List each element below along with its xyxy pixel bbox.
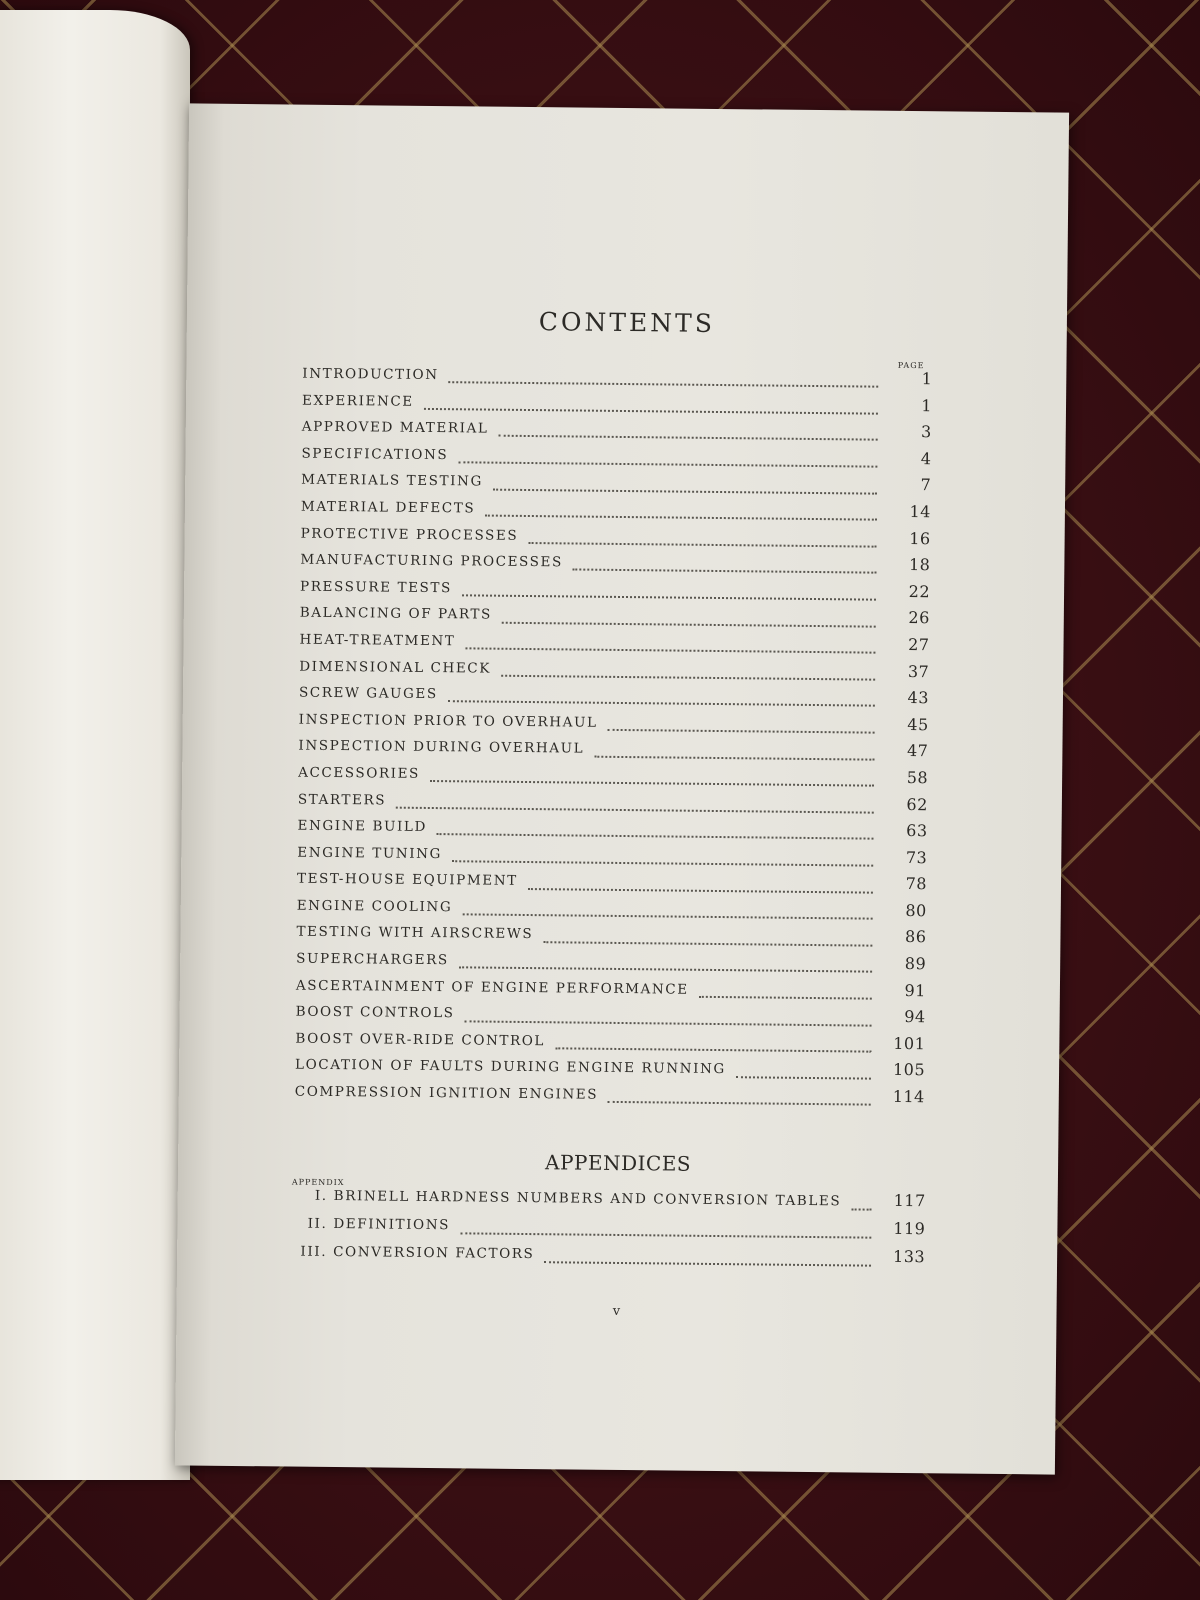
toc-entry-page: 1 (921, 395, 933, 415)
toc-entry-page: 14 (909, 501, 932, 522)
toc-entry-label: PROTECTIVE PROCESSES (300, 525, 519, 544)
toc-entry-page: 94 (904, 1007, 926, 1027)
toc-leader-dots (501, 665, 875, 681)
toc-leader-dots (608, 719, 875, 734)
toc-entry-label: SCREW GAUGES (298, 684, 438, 703)
toc-entry-label: ACCESSORIES (298, 764, 421, 782)
toc-entry-page: 3 (920, 422, 932, 442)
toc-entry-label: ASCERTAINMENT OF ENGINE PERFORMANCE (295, 977, 689, 998)
appendix-column-header: APPENDIX (291, 1177, 345, 1188)
toc-entry-page: 105 (892, 1060, 926, 1080)
toc-entry-page: 86 (905, 927, 927, 947)
page-numeral: v (612, 1303, 621, 1320)
left-page (0, 10, 190, 1480)
toc-leader-dots (528, 878, 873, 894)
contents-title: CONTENTS (538, 307, 716, 338)
toc-entry-page: 91 (904, 980, 927, 1000)
toc-leader-dots (502, 611, 876, 627)
toc-entry-page: 7 (920, 475, 932, 495)
toc-leader-dots (699, 986, 872, 1000)
toc-entry-label: LOCATION OF FAULTS DURING ENGINE RUNNING (295, 1057, 726, 1078)
appendix-entry-number: I. (314, 1187, 328, 1204)
toc-entry-page: 43 (907, 688, 930, 708)
appendix-list (287, 1185, 926, 1276)
toc-entry-page: 26 (908, 608, 930, 628)
toc-entry-label: ENGINE TUNING (297, 844, 443, 862)
toc-leader-dots (462, 584, 876, 600)
toc-entry (295, 1081, 925, 1114)
toc-leader-dots (458, 451, 877, 467)
toc-leader-dots (465, 638, 875, 654)
contents-page (175, 103, 1069, 1474)
toc-entry-page: 78 (905, 874, 928, 894)
toc-leader-dots (449, 371, 879, 387)
toc-entry-label: TEST-HOUSE EQUIPMENT (296, 870, 518, 890)
toc-leader-dots (608, 1091, 871, 1106)
toc-entry-label: MATERIAL DEFECTS (300, 498, 476, 517)
toc-entry-page: 27 (908, 634, 930, 655)
toc-list (294, 360, 933, 1114)
toc-entry-label: MATERIALS TESTING (301, 471, 483, 490)
toc-leader-dots (528, 532, 876, 548)
toc-leader-dots (464, 1010, 871, 1026)
toc-leader-dots (452, 850, 873, 866)
toc-leader-dots (459, 957, 872, 973)
toc-entry-label: APPROVED MATERIAL (301, 418, 489, 437)
toc-leader-dots (462, 904, 873, 920)
toc-leader-dots (485, 505, 877, 521)
toc-entry-label: ENGINE COOLING (296, 897, 453, 916)
page-column-header: PAGE (897, 360, 925, 371)
toc-leader-dots (396, 796, 874, 813)
toc-entry-label: SPECIFICATIONS (301, 445, 449, 463)
toc-entry-page: 73 (905, 847, 928, 867)
toc-entry-page: 18 (908, 555, 931, 575)
toc-entry-label: STARTERS (297, 791, 387, 809)
toc-entry-page: 62 (906, 794, 928, 814)
toc-entry-label: BALANCING OF PARTS (299, 604, 492, 623)
toc-entry-label: BOOST OVER-RIDE CONTROL (295, 1030, 546, 1050)
toc-entry-label: COMPRESSION IGNITION ENGINES (294, 1083, 599, 1103)
toc-entry-page: 58 (906, 767, 929, 788)
toc-entry-page: 16 (909, 528, 931, 548)
toc-leader-dots (493, 478, 877, 494)
toc-entry-label: INSPECTION DURING OVERHAUL (298, 737, 585, 757)
page-content (175, 103, 1069, 1474)
toc-entry-page: 89 (904, 954, 927, 974)
toc-entry-page: 22 (908, 581, 931, 601)
toc-leader-dots (543, 931, 872, 946)
toc-leader-dots (498, 425, 877, 441)
toc-entry-label: INTRODUCTION (302, 365, 439, 384)
toc-entry-label: MANUFACTURING PROCESSES (300, 551, 563, 571)
appendix-entry-page: 117 (893, 1190, 926, 1211)
appendix-entry-label: BRINELL HARDNESS NUMBERS AND CONVERSION TABLES (333, 1188, 842, 1210)
appendix-entry (287, 1241, 925, 1276)
toc-entry-page: 80 (905, 900, 927, 921)
toc-entry-label: TESTING WITH AIRSCREWS (296, 924, 534, 943)
appendix-entry-page: 133 (892, 1246, 926, 1267)
toc-leader-dots (448, 691, 875, 707)
toc-leader-dots (437, 823, 874, 840)
toc-leader-dots (736, 1066, 871, 1079)
toc-leader-dots (555, 1037, 871, 1052)
toc-entry-page: 101 (893, 1033, 926, 1054)
appendix-entry-label: DEFINITIONS (333, 1216, 451, 1234)
toc-entry-page: 45 (907, 714, 929, 734)
toc-leader-dots (594, 745, 874, 760)
toc-entry-page: 47 (906, 741, 929, 761)
toc-entry-label: SUPERCHARGERS (296, 950, 449, 969)
toc-entry-label: EXPERIENCE (301, 392, 414, 410)
appendix-entry-label: CONVERSION FACTORS (333, 1244, 535, 1263)
toc-entry-page: 1 (921, 369, 933, 389)
toc-entry-label: ENGINE BUILD (297, 817, 428, 836)
appendix-entry-number: III. (300, 1243, 328, 1260)
toc-entry-page: 114 (892, 1086, 925, 1107)
toc-leader-dots (424, 398, 878, 415)
toc-leader-dots (430, 770, 874, 787)
appendix-leader-dots (460, 1222, 872, 1238)
appendix-entry-page: 119 (893, 1218, 926, 1239)
appendix-leader-dots (544, 1251, 871, 1266)
toc-entry-label: DIMENSIONAL CHECK (299, 658, 492, 677)
toc-entry-label: BOOST CONTROLS (295, 1003, 455, 1022)
toc-entry-page: 37 (907, 661, 930, 681)
toc-entry-page: 63 (906, 821, 928, 841)
toc-entry-label: INSPECTION PRIOR TO OVERHAUL (298, 711, 598, 731)
appendix-entry-number: II. (307, 1215, 328, 1232)
toc-entry-label: PRESSURE TESTS (300, 578, 452, 596)
appendix-leader-dots (851, 1198, 872, 1210)
toc-entry-label: HEAT-TREATMENT (299, 631, 456, 650)
toc-entry-page: 4 (920, 448, 932, 469)
toc-leader-dots (573, 559, 877, 574)
appendices-title: APPENDICES (544, 1150, 692, 1176)
